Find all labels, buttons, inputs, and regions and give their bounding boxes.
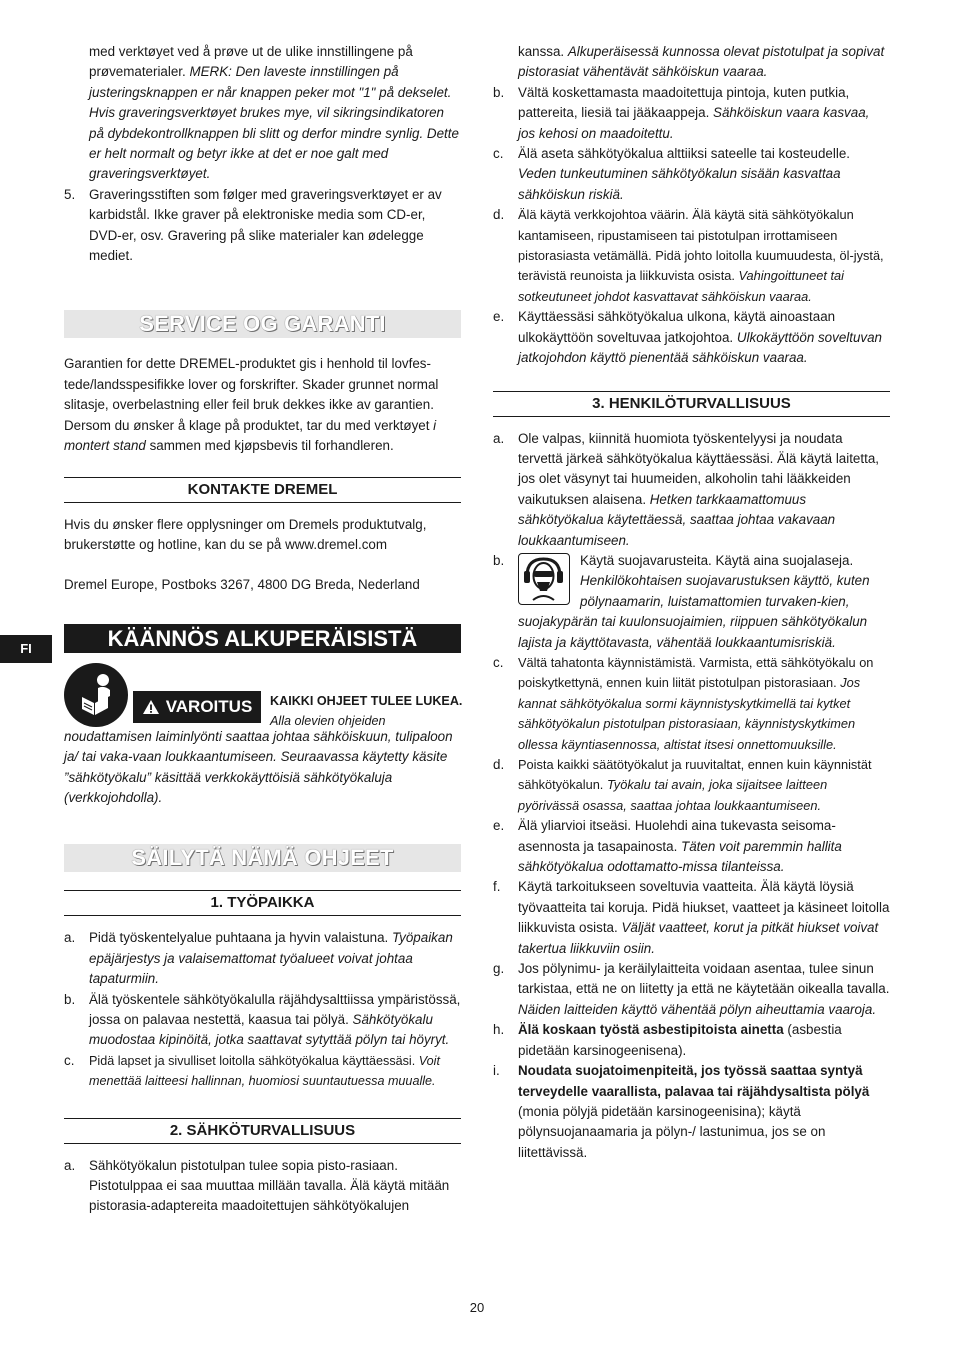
translation-heading: KÄÄNNÖS ALKUPERÄISISTÄ OHJEISTA [64,624,461,653]
service-heading: SERVICE OG GARANTI [64,310,461,338]
workplace-list [64,928,461,1091]
list-item: c. Vältä tahatonta käynnistämistä. Varmista, että sähkötyökalu on poiskytkettynä, ennen kuin liität pistotulpan pistorasiaan. Jos kannat sähkötyökalua sormi käynnistyskytkimellä tai kytket sähkötyökalun pistotulpan pistorasiaan, käynnistyskytkimen ollessa käyntiasennossa, altistat itsesi onnettomuuksille. [493,654,874,752]
list-item: e. Älä yliarvioi itseäsi. Huolehdi aina tukevasta seisoma-asennosta ja tasapainosta. Täten voit paremmin hallita sähkötyökalua odottamatto-missa tilanteissa. [493,818,842,875]
right-column [493,42,890,1163]
save-instructions-heading: SÄILYTÄ NÄMÄ OHJEET [64,844,461,872]
list-item: b. Älä työskentele sähkötyökalulla räjähdysalttiissa ympäristössä, jossa on palavaa nestettä, kaasua tai pölyä. Sähkötyökalu muodostaa kipinöitä, jotka saattavat sytyttää pölyn tai höyryt. [64,991,461,1048]
list-item: d. Poista kaikki säätötyökalut ja ruuvitaltat, ennen kuin käynnistät sähkötyökalun. Työkalu tai avain, joka sijaitsee laitteen pyörivässä osassa, saattaa johtaa loukkaantumiseen. [493,757,872,813]
list-item: g. Jos pölynimu- ja keräilylaitteita voidaan asentaa, tulee sinun tarkistaa, että ne on liitetty ja että ne käytetään oikealla tavalla. Näiden laitteiden käyttö vähentää pölyn aiheuttamia vaaroja. [493,961,890,1017]
list-item: c. Pidä lapset ja sivulliset loitolla sähkötyökalua käyttäessäsi. Voit menettää laitteesi hallinnan, huomiosi suuntautuessa muualle. [64,1052,440,1089]
list-item: b. Vältä koskettamasta maadoitettuja pintoja, kuten putkia, pattereita, liesiä tai jääkaappeja. Sähköiskun vaara kasvaa, jos kehosi on maadoitettu. [493,84,870,141]
list-item: i. Noudata suojatoimenpiteitä, jos työssä saattaa syntyä terveydelle vaarallista, palavaa tai räjähdysaltista pölyä (monia pölyjä pidetään karsinogeenisina); käytä pölynsuojanaamaria ja pölyn-/ lastunimua, jos se on liitettävissä. [493,1063,870,1160]
electrical-item-a-continued: kanssa. Alkuperäisessä kunnossa olevat pistotulpat ja sopivat pistorasiat vähentävät sähköiskun vaaraa. [518,44,885,80]
personal-safety-heading: 3. HENKILÖTURVALLISUUS [493,391,890,417]
list-item: e. Käyttäessäsi sähkötyökalua ulkona, käytä ainoastaan ulkokäyttöön soveltuvaa jatkojohtoa. Ulkokäyttöön soveltuvan jatkojohdon käyttö pienentää sähköiskun vaaraa. [493,309,883,366]
contact-address: Dremel Europe, Postboks 3267, 4800 DG Breda, Nederland [64,577,420,593]
warning-text: noudattamisen laiminlyönti saattaa johtaa sähköiskuun, tulipaloon ja/ tai vaka-vaan loukkaantumiseen. Seuraavassa käytetty käsite ”sähkötyökalu” käsittää verkkokäyttöisiä sähkötyökaluja (verkkojohdolla). [64,728,453,805]
language-tab-fi: FI [0,635,52,663]
list-item: d. Älä käytä verkkojohtoa väärin. Älä käytä sitä sähkötyökalun kantamiseen, ripustamiseen tai pistotulpan irrottamiseen pistorasiasta vetämällä. Pidä johto loitolla kuumuudesta, öl-jystä, terävistä reunoista ja liikkuvista osista. Vahingoittuneet tai sotkeutuneet johdot kasvattavat sähköiskun vaaraa. [493,207,884,304]
read-manual-icon [64,663,128,727]
warning-intro: KAIKKI OHJEET TULEE LUKEA. Alla olevien ohjeiden [270,693,463,728]
left-column [64,42,461,1217]
workplace-heading: 1. TYÖPAIKKA [64,890,461,916]
contact-paragraph: Hvis du ønsker flere opplysninger om Dremels produktutvalg, brukerstøtte og hotline, kan du se på www.dremel.com [64,516,427,552]
list-item: f. Käytä tarkoitukseen soveltuvia vaatteita. Älä käytä löysiä työvaatteita tai koruja. Pidä hiukset, vaatteet ja käsineet loitolla liikkuvista osista. Väljät vaatteet, korut ja pitkät hiukset voivat takertua liikkuviin osiin. [493,879,890,956]
page-number: 20 [469,1300,485,1315]
warning-triangle-icon [142,699,160,715]
list-item: b. Käytä suojavarusteita. Käytä aina suojalaseja. Henkilökohtaisen suojavarustuksen käyttö, kuten pölynaamarin, luistamattomien turvaken-kien, suojakypärän tai kuulonsuojaimien, riippuen sähkötyökalun lajista ja käyttötavasta, vähentää loukkaantumisriskiä. [493,552,870,650]
service-paragraph: Garantien for dette DREMEL-produktet gis i henhold til lovfes-tede/landsspesifikke lover og forskrifter. Skader grunnet normal slitasje, overbelastning eller feil bruk dekkes ikke av garantien. Dersom du ønsker å klage på produktet, tar du med verktøyet i montert stand sammen med kjøpsbevis til forhandleren. [64,356,439,454]
engraving-settings-paragraph: med verktøyet ved å prøve ut de ulike innstillingene på prøvematerialer. MERK: Den laveste innstillingen på justeringsknappen er når knappen peker mot "1" på dekselet. Hvis graveringsverktøyet brukes mye, vil sikringsindikatoren på dybdekontrollknappen bli slitt og derfor mindre synlig. Dette er helt normalt og betyr ikke at det er noe galt med graveringsverktøyet. [89,44,459,182]
warning-row [64,663,461,727]
list-item: h. Älä koskaan työstä asbestipitoista ainetta (asbestia pidetään karsinogeenisena). [493,1022,842,1058]
protective-equipment-icon [518,553,570,605]
list-item: c. Älä aseta sähkötyökalua alttiiksi sateelle tai kosteudelle. Veden tunkeutuminen sähkötyökalun sisään kasvattaa sähköiskun riskiä. [493,146,850,202]
list-item: a. Sähkötyökalun pistotulpan tulee sopia pisto-rasiaan. Pistotulppaa ei saa muuttaa millään tavalla. Älä käytä mitään pistorasia-adaptereita maadoitettujen sähkötyökalujen [64,1157,450,1214]
list-item-5: 5. Graveringsstiften som følger med graveringsverktøyet er av karbidstål. Ikke graver på elektroniske media som CD-er, DVD-er, osv. Gravering på slike materialer kan ødelegge mediet. [64,186,442,264]
list-item: a. Pidä työskentelyalue puhtaana ja hyvin valaistuna. Työpaikan epäjärjestys ja valaisemattomat työalueet voivat johtaa tapaturmiin. [64,930,453,987]
contact-heading: KONTAKTE DREMEL [64,477,461,503]
warning-badge: VAROITUS [133,691,261,723]
electrical-safety-heading: 2. SÄHKÖTURVALLISUUS [64,1118,461,1144]
list-item: a. Ole valpas, kiinnitä huomiota työskentelyysi ja noudata tervettä järkeä sähkötyökalua käyttäessäsi. Älä käytä laitetta, jos olet väsynyt tai huumeiden, alkoholin tahi lääkkeiden vaikutuksen alaisena. Hetken tarkkaamattomuus sähkötyökalua käytettäessä, saattaa johtaa vakavaan loukkaantumiseen. [493,430,879,548]
